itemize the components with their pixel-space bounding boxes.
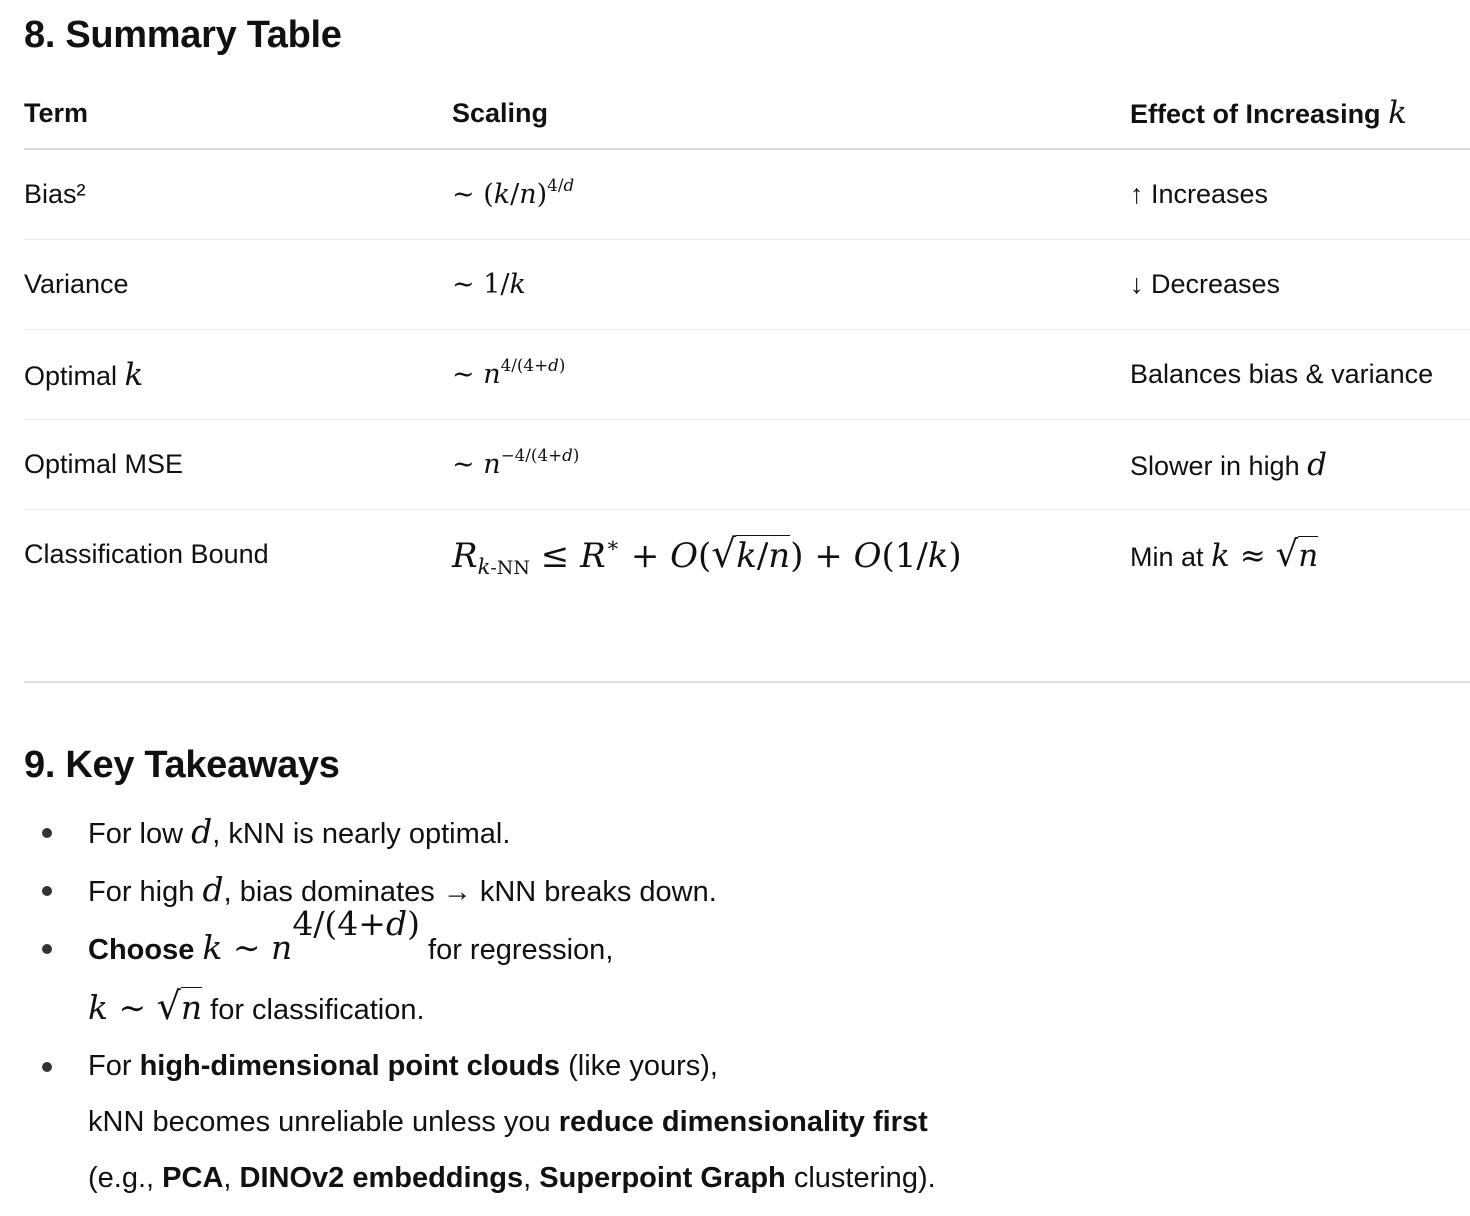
header-term: Term <box>24 78 452 149</box>
summary-table <box>24 78 1470 599</box>
row-effect: ↑ Increases <box>1130 149 1470 240</box>
table-row <box>24 240 1470 330</box>
section-divider <box>24 681 1470 683</box>
table-row <box>24 420 1470 510</box>
row-effect: Min at k ≈ √n <box>1130 534 1319 575</box>
key-takeaways-heading: 9. Key Takeaways <box>24 744 340 786</box>
table-row <box>24 149 1470 240</box>
summary-table-heading: 8. Summary Table <box>24 14 342 56</box>
list-item: For high d, bias dominates → kNN breaks down. <box>24 862 1124 920</box>
header-effect: Effect of Increasing k <box>1130 78 1470 149</box>
row-term: Bias² <box>24 149 452 240</box>
takeaways-list <box>24 804 1124 1206</box>
row-effect: ↓ Decreases <box>1130 240 1470 330</box>
row-term: Classification Bound <box>24 539 269 569</box>
row-effect: Slower in high d <box>1130 420 1470 510</box>
table-row <box>24 510 1470 600</box>
row-scaling-formula: ∼ $(k/n)^{4/d}$ <box>452 149 1130 240</box>
header-scaling: Scaling <box>452 78 1130 149</box>
row-term: Variance <box>24 240 452 330</box>
table-header-row <box>24 78 1470 149</box>
row-scaling-formula: $R_{k-NN} \le R^∗ + O(√k/n) + O(1/k)$ <box>452 531 962 580</box>
table-row <box>24 330 1470 420</box>
row-scaling-formula: ∼ $n^{4/(4+d)}$ <box>452 330 1130 420</box>
list-item: Choose k ∼ $n^{4/(4+d)}$ for regression, k ∼ √n for classification. <box>24 920 1124 1038</box>
list-item: For high-dimensional point clouds (like yours), kNN becomes unreliable unless you reduce dimensionality first (e.g., PCA, DINOv2 embeddings, Superpoint Graph clustering). <box>24 1038 1124 1206</box>
list-item: For low d, kNN is nearly optimal. <box>24 804 1124 862</box>
row-effect: Balances bias & variance <box>1130 330 1470 420</box>
row-scaling-formula: ∼ 1/k <box>452 240 1130 330</box>
row-term: Optimal k <box>24 330 452 420</box>
row-scaling-formula: ∼ $n^{-4/(4+d)}$ <box>452 420 1130 510</box>
row-term: Optimal MSE <box>24 420 452 510</box>
